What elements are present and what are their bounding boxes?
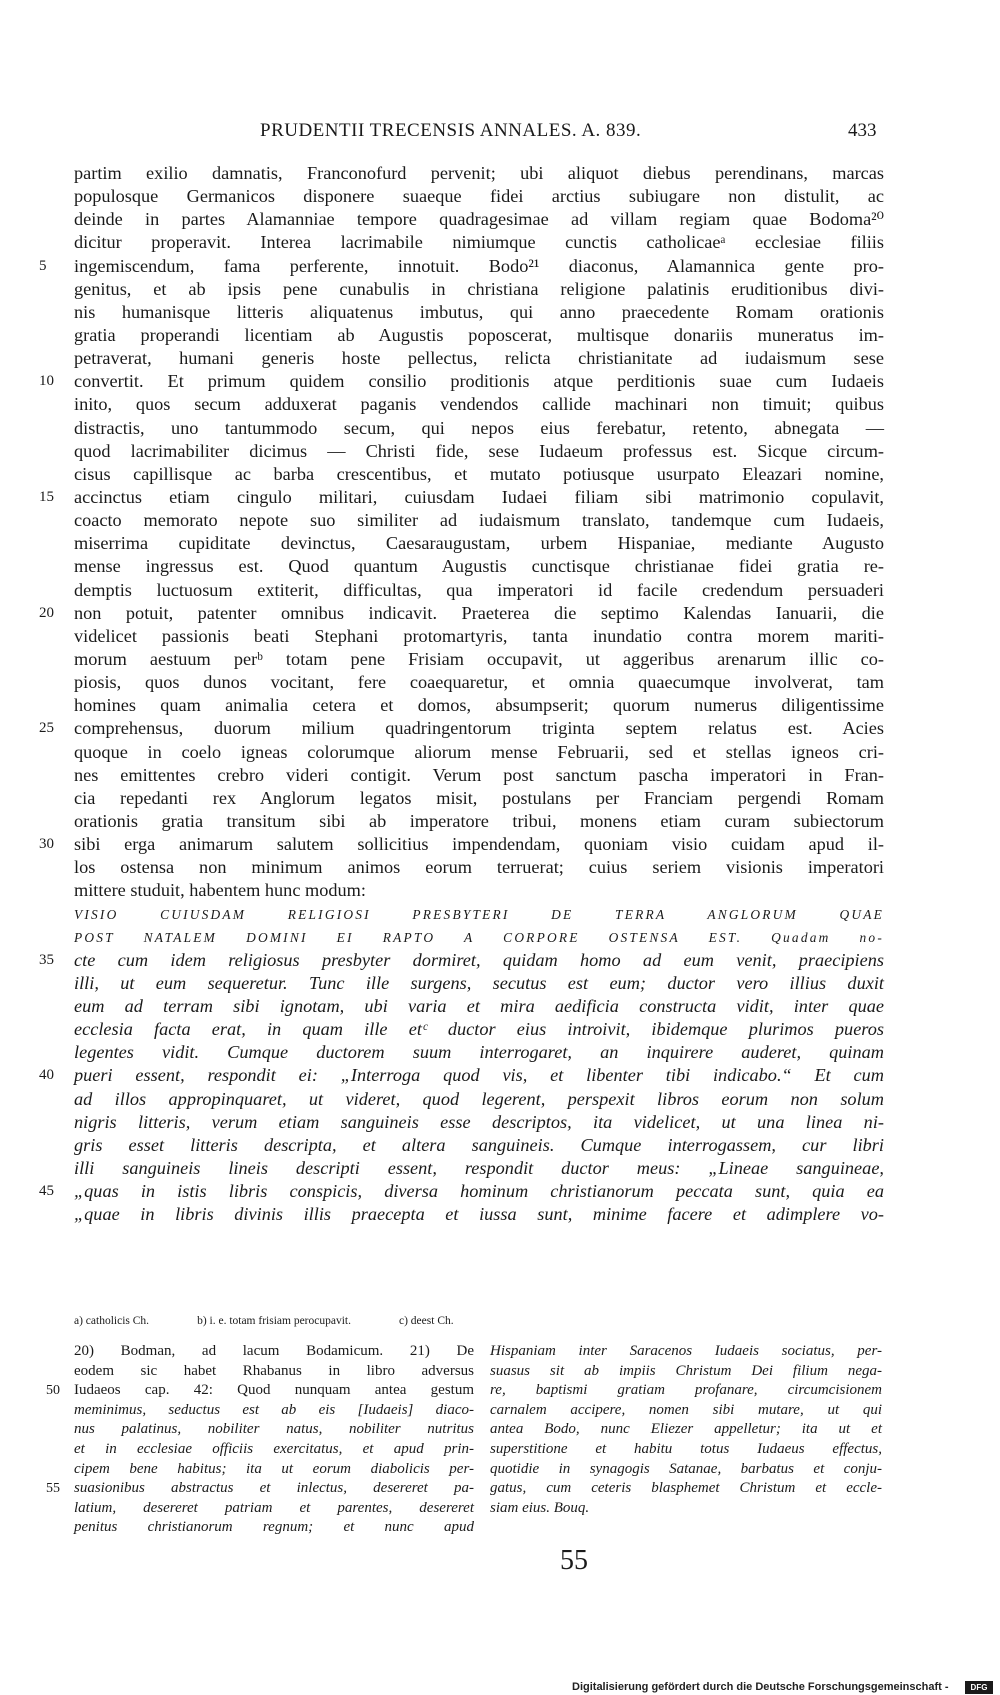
body-line-text: ad illos appropinquaret, ut videret, quod legerent, perspexit libros eorum non solum: [74, 1088, 884, 1109]
body-line: [74, 185, 884, 208]
body-line: [39, 602, 884, 625]
body-line-text: populosque Germanicos disponere suaeque fidei arctius subiugare non distulit, ac: [74, 186, 884, 207]
body-line-text: ingemiscendum, fama perferente, innotuit. Bodo²¹ diaconus, Alamannica gente pro-: [74, 255, 884, 276]
body-line-text: cia repedanti rex Anglorum legatos misit, postulans per Franciam pergendi Romam: [74, 787, 884, 808]
body-line: [74, 625, 884, 648]
body-line: [74, 162, 884, 185]
body-line-text: mense ingressus est. Quod quantum Augustis cunctisque christianae fidei gratia re-: [74, 556, 884, 577]
body-line: [74, 879, 884, 902]
body-line: [74, 856, 884, 879]
note-line: [74, 1518, 474, 1538]
body-line-text: inito, quos secum adduxerat paganis vendendos callide machinari non timuit; quibus: [74, 394, 884, 415]
body-line-text: deinde in partes Alamanniae tempore quadragesimae ad villam regiam quae Bodoma²⁰: [74, 209, 884, 230]
main-text: [39, 162, 884, 1226]
note-line-text: penitus christianorum regnum; et nunc apud: [74, 1519, 474, 1536]
body-line-text: petraverat, humani generis hoste pellectus, relicta christianitate ad iudaismum sese: [74, 348, 884, 369]
body-line-text: eum ad terram sibi ignotam, ubi varia et mira aedificia constructa vidit, inter quae: [74, 996, 884, 1017]
body-line-text: morum aestuum perᵇ totam pene Frisiam occupavit, ut aggeribus arenarum illic co-: [74, 648, 884, 669]
note-line: [74, 1342, 474, 1362]
line-number: 5: [39, 257, 47, 274]
body-line-text: sibi erga animarum salutem sollicitius impendendam, quoniam visio cuidam apud il-: [74, 834, 884, 855]
body-line: [39, 949, 884, 972]
body-line-text: comprehensus, duorum milium quadringentorum triginta septem relatus est. Acies: [74, 718, 884, 739]
note-line-text: siam eius. Bouq.: [490, 1499, 590, 1516]
body-line-text: cte cum idem religiosus presbyter dormiret, quidam homo ad eum venit, praecipiens: [74, 949, 884, 970]
body-line: [74, 301, 884, 324]
note-line: [490, 1440, 882, 1460]
body-line: [74, 1134, 884, 1157]
body-line-text: los ostensa non minimum animos eorum terruerat; cuius seriem visionis imperatori: [74, 857, 884, 878]
body-line: [74, 347, 884, 370]
body-line: [74, 532, 884, 555]
apparatus-entry: b) i. e. totam frisiam perocupavit.: [197, 1315, 351, 1327]
note-line: [46, 1479, 474, 1499]
note-line-text: suasus sit ab impiis Christum Dei filium nega-: [490, 1362, 882, 1379]
body-line: [74, 764, 884, 787]
note-line: [74, 1460, 474, 1480]
note-line-text: nus palatinus, nobiliter natus, nobiliter nutritus: [74, 1421, 474, 1438]
dfg-logo: DFG: [965, 1681, 993, 1694]
body-line: [39, 1180, 884, 1203]
line-number: 10: [39, 373, 54, 390]
note-line-text: superstitione et habitu totus Iudaeus effectus,: [490, 1440, 882, 1457]
body-line: [74, 393, 884, 416]
body-line: [74, 579, 884, 602]
note-line: [74, 1401, 474, 1421]
footnotes-left-column: [46, 1342, 474, 1538]
body-line-text: VISIO CUIUSDAM RELIGIOSI PRESBYTERI DE TERRA ANGLORUM QUAE: [74, 906, 884, 922]
body-line: [74, 1018, 884, 1041]
body-line-text: quoque in coelo igneas colorumque aliorum mense Februarii, sed et stellas igneos cri-: [74, 741, 884, 762]
body-line: [39, 255, 884, 278]
note-line-text: re, baptismi gratiam profanare, circumcisionem: [490, 1382, 882, 1399]
note-line-text: 20) Bodman, ad lacum Bodamicum. 21) De: [74, 1343, 474, 1359]
body-line-text: videlicet passionis beati Stephani protomartyris, tanta inundatio contra morem mariti-: [74, 625, 884, 646]
line-number: 30: [39, 836, 54, 853]
note-line: [490, 1499, 882, 1519]
body-line: [74, 741, 884, 764]
body-line: [39, 486, 884, 509]
body-line: [39, 717, 884, 740]
gathering-signature: 55: [560, 1545, 588, 1576]
body-line: [74, 440, 884, 463]
body-line-text: „quae in libris divinis illis praecepta et iussa sunt, minime facere et adimplere vo-: [74, 1204, 884, 1225]
body-line-text: convertit. Et primum quidem consilio proditionis atque perditionis suae cum Iudaeis: [74, 371, 884, 392]
body-line: [74, 324, 884, 347]
body-line-text: cisus capillisque ac barba crescentibus, et mutato potiusque usurpato Eleazari nomine,: [74, 463, 884, 484]
critical-apparatus: [74, 1315, 884, 1327]
note-line-text: latium, desereret patriam et parentes, desereret: [74, 1499, 474, 1516]
body-line: [74, 810, 884, 833]
note-line: [74, 1440, 474, 1460]
running-head: PRUDENTII TRECENSIS ANNALES. A. 839.: [260, 120, 642, 141]
body-line: [74, 787, 884, 810]
body-line-text: gris esset litteris descripta, et altera sanguineis. Cumque interrogassem, cur libri: [74, 1134, 884, 1155]
body-line-text: miserrima cupiditate devinctus, Caesaraugustam, urbem Hispaniae, mediante Augusto: [74, 533, 884, 554]
body-line: [74, 995, 884, 1018]
line-number: 50: [46, 1383, 60, 1399]
line-number: 15: [39, 488, 54, 505]
body-line-text: ecclesia facta erat, in quam ille etᶜ ductor eius introivit, ibidemque plurimos pueros: [74, 1019, 884, 1040]
body-line: [39, 1064, 884, 1087]
body-line-text: illi, ut eum sequeretur. Tunc ille surgens, secutus est eum; ductor vero illius duxit: [74, 972, 884, 993]
line-number: 45: [39, 1183, 54, 1200]
body-line-text: mittere studuit, habentem hunc modum:: [74, 880, 366, 901]
body-line-text: legentes vidit. Cumque ductorem suum interrogaret, an inquirere auderet, quinam: [74, 1042, 884, 1063]
note-line-text: eodem sic habet Rhabanus in libro adversus: [74, 1362, 474, 1379]
note-line: [490, 1460, 882, 1480]
body-line-text: non potuit, patenter omnibus indicavit. Praeterea die septimo Kalendas Ianuarii, die: [74, 602, 884, 623]
body-line-text: accinctus etiam cingulo militari, cuiusdam Iudaei filiam sibi matrimonio copulavit,: [74, 486, 884, 507]
note-line-text: suasionibus abstractus et inlectus, desereret pa-: [74, 1480, 474, 1497]
body-line-text: dicitur properavit. Interea lacrimabile nimiumque cunctis catholicaeᵃ ecclesiae filiis: [74, 232, 884, 253]
body-line: [39, 833, 884, 856]
body-line: [74, 463, 884, 486]
footnotes-right-column: [490, 1342, 882, 1518]
note-line: [74, 1420, 474, 1440]
apparatus-entry: c) deest Ch.: [399, 1315, 454, 1327]
body-line-text: homines quam animalia cetera et domos, absumpserit; quorum numerus diligentissime: [74, 695, 884, 716]
note-line-text: Iudaeos cap. 42: Quod nunquam antea gestum: [74, 1382, 474, 1399]
note-line-text: antea Bodo, nunc Eliezer appelletur; ita ut et: [490, 1421, 882, 1438]
body-line: [74, 278, 884, 301]
body-line: [74, 509, 884, 532]
body-line: [74, 1041, 884, 1064]
body-line-text: nigris litteris, verum etiam sanguineis esse descriptos, ita videlicet, ut una linea ni-: [74, 1111, 884, 1132]
body-line-text: POST NATALEM DOMINI EI RAPTO A CORPORE OSTENSA EST. Quadam no-: [74, 929, 884, 945]
line-number: 25: [39, 720, 54, 737]
body-line: [39, 370, 884, 393]
note-line: [74, 1499, 474, 1519]
line-number: 20: [39, 604, 54, 621]
note-line-text: et in ecclesiae officiis exercitatus, et apud prin-: [74, 1440, 474, 1457]
note-line-text: quotidie in synagogis Satanae, barbatus et conju-: [490, 1460, 882, 1477]
body-line: [74, 1111, 884, 1134]
line-number: 55: [46, 1481, 60, 1497]
body-line: [74, 1157, 884, 1180]
body-line-text: quod lacrimabiliter dicimus — Christi fide, sese Iudaeum professus est. Sicque circum-: [74, 440, 884, 461]
body-line-text: illi sanguineis lineis descripti essent, respondit ductor meus: „Lineae sanguineae,: [74, 1158, 884, 1179]
note-line-text: carnalem accipere, nomen sibi mutare, ut qui: [490, 1401, 882, 1418]
body-line-text: „quas in istis libris conspicis, diversa hominum christianorum peccata sunt, quia ea: [74, 1181, 884, 1202]
note-line-text: gatus, cum ceteris blasphemet Christum et eccle-: [490, 1480, 882, 1497]
body-line: [74, 972, 884, 995]
note-line: [490, 1420, 882, 1440]
body-line-text: coacto memorato nepote suo similiter ad iudaismum translato, tandemque cum Iudaeis,: [74, 510, 884, 531]
body-line: [74, 231, 884, 254]
note-line-text: meminimus, seductus est ab eis [Iudaeis] diaco-: [74, 1401, 474, 1418]
note-line: [490, 1342, 882, 1362]
page-header: [0, 120, 1000, 144]
body-line: [74, 903, 884, 926]
page-number: 433: [848, 120, 877, 141]
body-line-text: partim exilio damnatis, Franconofurd pervenit; ubi aliquot diebus perendinans, marcas: [74, 163, 884, 183]
body-line-text: demptis luctuosum extiterit, difficultas, qua imperatori id facile credendum persuaderi: [74, 579, 884, 600]
body-line-text: orationis gratia transitum sibi ab imperatore tribui, monens etiam curam subiectorum: [74, 810, 884, 831]
line-number: 35: [39, 951, 54, 968]
note-line: [74, 1362, 474, 1382]
funding-footer: Digitalisierung gefördert durch die Deutsche Forschungsgemeinschaft -: [572, 1681, 949, 1693]
body-line-text: nis humanisque litteris aliquatenus imbutus, qui anno praecedente Romam orationis: [74, 301, 884, 322]
note-line: [490, 1381, 882, 1401]
body-line: [74, 208, 884, 231]
body-line: [74, 648, 884, 671]
line-number: 40: [39, 1067, 54, 1084]
note-line: [490, 1401, 882, 1421]
body-line-text: nes emittentes crebro videri contigit. Verum post sanctum pascha imperatori in Fran-: [74, 764, 884, 785]
body-line: [74, 1088, 884, 1111]
body-line: [74, 555, 884, 578]
note-line: [46, 1381, 474, 1401]
body-line-text: pueri essent, respondit ei: „Interroga quod vis, et libenter tibi indicabo.“ Et cum: [74, 1065, 884, 1086]
body-line-text: distractis, uno tantummodo secum, qui nepos eius ferebatur, retento, abnegata —: [74, 417, 884, 438]
note-line: [490, 1479, 882, 1499]
body-line: [74, 671, 884, 694]
apparatus-entry: a) catholicis Ch.: [74, 1315, 150, 1327]
note-line-text: Hispaniam inter Saracenos Iudaeis sociatus, per-: [490, 1343, 882, 1359]
body-line-text: piosis, quos dunos vocitant, fere coaequaretur, et omnia quaecumque involverat, tam: [74, 672, 884, 693]
body-line: [74, 926, 884, 949]
body-line: [74, 1203, 884, 1226]
body-line: [74, 694, 884, 717]
body-line: [74, 417, 884, 440]
note-line: [490, 1362, 882, 1382]
body-line-text: genitus, et ab ipsis pene cunabulis in christiana religione palatinis eruditionibus divi-: [74, 278, 884, 299]
note-line-text: cipem bene habitus; ita ut eorum diabolicis per-: [74, 1460, 474, 1477]
body-line-text: gratia properandi licentiam ab Augustis poposcerat, multisque donariis muneratus im-: [74, 324, 884, 345]
